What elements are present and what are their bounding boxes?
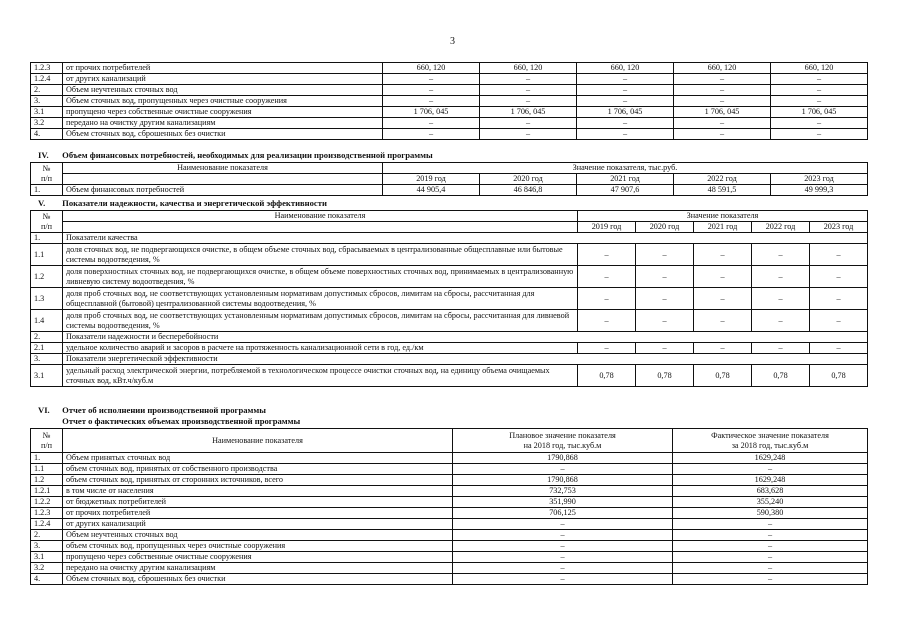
row-number: 4. — [31, 129, 63, 140]
row-value: – — [636, 343, 694, 354]
row-value: 48 591,5 — [674, 185, 771, 196]
row-value: – — [674, 118, 771, 129]
col-num-header — [31, 163, 63, 185]
table-row — [31, 63, 868, 74]
plan-value: – — [453, 530, 673, 541]
plan-value: – — [453, 541, 673, 552]
col-name-header: Наименование показателя — [63, 163, 383, 174]
row-name: доля проб сточных вод, не соответствующих установленным нормативам допустимых сбросов, лимитам на сбросы, рассчитанная для ливневой системы водоотведения, % — [63, 310, 578, 332]
row-value: 1 706, 045 — [383, 107, 480, 118]
row-value: – — [383, 74, 480, 85]
table-row — [31, 563, 868, 574]
table-row — [31, 530, 868, 541]
table-row — [31, 365, 868, 387]
row-value: 0,78 — [752, 365, 810, 387]
row-value: – — [810, 288, 868, 310]
row-value: – — [694, 244, 752, 266]
row-value: – — [752, 266, 810, 288]
row-number: 1.1 — [31, 464, 63, 475]
table-row — [31, 552, 868, 563]
row-value: – — [636, 288, 694, 310]
row-value: – — [577, 74, 674, 85]
table-row — [31, 574, 868, 585]
row-number: 2. — [31, 85, 63, 96]
section-5-heading — [38, 198, 327, 208]
row-value: – — [383, 118, 480, 129]
table-row — [31, 464, 868, 475]
row-value: 46 846,8 — [480, 185, 577, 196]
row-value: 47 907,6 — [577, 185, 674, 196]
table-row — [31, 85, 868, 96]
row-number: 1.3 — [31, 288, 63, 310]
row-number: 3.1 — [31, 365, 63, 387]
row-value: – — [480, 74, 577, 85]
row-value: – — [771, 118, 868, 129]
col-fact-header — [673, 429, 868, 453]
row-number: 3.2 — [31, 118, 63, 129]
row-value: 660, 120 — [480, 63, 577, 74]
row-number: 3.1 — [31, 552, 63, 563]
table-row — [31, 497, 868, 508]
row-value: – — [480, 96, 577, 107]
row-value: – — [674, 74, 771, 85]
row-number: 1.2.4 — [31, 519, 63, 530]
table-row — [31, 266, 868, 288]
row-number: 3. — [31, 354, 63, 365]
year-header: 2023 год — [771, 174, 868, 185]
row-value: 660, 120 — [674, 63, 771, 74]
row-name: от прочих потребителей — [63, 63, 383, 74]
col-num-header — [31, 211, 63, 233]
fact-value: – — [673, 574, 868, 585]
table-row — [31, 129, 868, 140]
row-value: – — [480, 129, 577, 140]
table-row — [31, 508, 868, 519]
row-value: – — [383, 96, 480, 107]
year-header: 2019 год — [578, 222, 636, 233]
plan-value: – — [453, 464, 673, 475]
fact-value: – — [673, 563, 868, 574]
row-value: – — [636, 310, 694, 332]
section-5-title: Показатели надежности, качества и энергетической эффективности — [62, 198, 327, 208]
row-value: 1 706, 045 — [577, 107, 674, 118]
row-number: 3. — [31, 541, 63, 552]
fact-header-line1: Фактическое значение показателя — [711, 430, 829, 440]
volumes-table-continued — [30, 62, 868, 140]
row-number: 3. — [31, 96, 63, 107]
row-number: 3.1 — [31, 107, 63, 118]
row-value: – — [578, 266, 636, 288]
row-name: Объем принятых сточных вод — [63, 453, 453, 464]
table-row — [31, 332, 868, 343]
section-6-title: Отчет об исполнении производственной программы — [62, 405, 266, 415]
col-value-header: Значение показателя, тыс.руб. — [383, 163, 868, 174]
row-value: – — [636, 244, 694, 266]
plan-value: – — [453, 574, 673, 585]
row-value: 44 905,4 — [383, 185, 480, 196]
fact-value: – — [673, 541, 868, 552]
row-number: 1.2 — [31, 266, 63, 288]
table-row — [31, 475, 868, 486]
row-value: – — [810, 244, 868, 266]
row-number: 1. — [31, 233, 63, 244]
row-value: 660, 120 — [383, 63, 480, 74]
row-value: 0,78 — [810, 365, 868, 387]
row-number: 1.2.3 — [31, 63, 63, 74]
row-name: удельный расход электрической энергии, потребляемой в технологическом процессе очистки сточных вод, на единицу объема очищаемых сточных вод, кВт.ч/куб.м — [63, 365, 578, 387]
fact-value: – — [673, 530, 868, 541]
col-num-header — [31, 429, 63, 453]
row-name: пропущено через собственные очистные сооружения — [63, 552, 453, 563]
table-row — [31, 107, 868, 118]
row-name: от других канализаций — [63, 519, 453, 530]
year-header: 2022 год — [752, 222, 810, 233]
plan-value: 1790,868 — [453, 453, 673, 464]
row-value: 49 999,3 — [771, 185, 868, 196]
row-value: – — [578, 310, 636, 332]
plan-value: 351,990 — [453, 497, 673, 508]
row-name: Показатели качества — [63, 233, 868, 244]
row-number: 3.2 — [31, 563, 63, 574]
table-row — [31, 519, 868, 530]
empty-cell — [63, 222, 578, 233]
table-row — [31, 343, 868, 354]
section-6-subheading — [38, 416, 300, 426]
row-number: 1.2.3 — [31, 508, 63, 519]
table-row — [31, 118, 868, 129]
plan-value: – — [453, 563, 673, 574]
row-number: 2.1 — [31, 343, 63, 354]
row-value: – — [752, 244, 810, 266]
row-number: 1.2 — [31, 475, 63, 486]
col-name-header: Наименование показателя — [63, 429, 453, 453]
report-table — [30, 428, 868, 585]
table-row — [31, 453, 868, 464]
section-5-number: V. — [38, 198, 46, 208]
fact-value: 683,628 — [673, 486, 868, 497]
num-bottom: п/п — [40, 173, 53, 183]
row-number: 1.1 — [31, 244, 63, 266]
row-value: 0,78 — [578, 365, 636, 387]
row-name: в том числе от населения — [63, 486, 453, 497]
row-value: 0,78 — [694, 365, 752, 387]
row-value: – — [752, 310, 810, 332]
row-value: – — [578, 244, 636, 266]
section-4-heading — [38, 150, 433, 160]
num-bottom: п/п — [40, 221, 53, 231]
row-name: доля поверхностных сточных вод, не подвергающихся очистке, в общем объеме поверхностных сточных вод, принимаемых в централизованную ливневую систему водоотведения, % — [63, 266, 578, 288]
row-value: – — [694, 288, 752, 310]
row-number: 2. — [31, 530, 63, 541]
col-plan-header — [453, 429, 673, 453]
year-header: 2023 год — [810, 222, 868, 233]
fact-value: – — [673, 464, 868, 475]
row-name: доля проб сточных вод, не соответствующих установленным нормативам допустимых сбросов, лимитам на сбросы, рассчитанная для общесплавной (бытовой) централизованной системы водоотведения, % — [63, 288, 578, 310]
plan-value: 732,753 — [453, 486, 673, 497]
row-value: – — [674, 85, 771, 96]
table-row — [31, 541, 868, 552]
plan-header-line2: на 2018 год, тыс.куб.м — [523, 440, 602, 450]
row-value: – — [771, 85, 868, 96]
row-value: – — [694, 343, 752, 354]
row-value: – — [383, 85, 480, 96]
row-name: от прочих потребителей — [63, 508, 453, 519]
row-value: – — [752, 343, 810, 354]
row-value: – — [771, 74, 868, 85]
page-number: 3 — [450, 36, 455, 47]
row-number: 4. — [31, 574, 63, 585]
row-value: 1 706, 045 — [480, 107, 577, 118]
num-bottom: п/п — [40, 440, 53, 450]
row-value: – — [578, 288, 636, 310]
year-header: 2021 год — [694, 222, 752, 233]
row-number: 1.2.4 — [31, 74, 63, 85]
fact-value: – — [673, 552, 868, 563]
row-value: – — [578, 343, 636, 354]
row-name: объем сточных вод, пропущенных через очистные сооружения — [63, 541, 453, 552]
plan-value: – — [453, 519, 673, 530]
plan-header-line1: Плановое значение показателя — [509, 430, 616, 440]
num-top: № — [42, 163, 51, 173]
year-header: 2020 год — [480, 174, 577, 185]
year-header: 2022 год — [674, 174, 771, 185]
row-value: – — [674, 129, 771, 140]
plan-value: – — [453, 552, 673, 563]
year-header: 2021 год — [577, 174, 674, 185]
section-6-number: VI. — [38, 405, 50, 415]
row-name: объем сточных вод, принятых от собственного производства — [63, 464, 453, 475]
empty-cell — [63, 174, 383, 185]
row-value: – — [577, 129, 674, 140]
row-value: 1 706, 045 — [674, 107, 771, 118]
col-value-header: Значение показателя — [578, 211, 868, 222]
row-value: – — [694, 266, 752, 288]
fact-value: 1629,248 — [673, 475, 868, 486]
row-value: – — [810, 266, 868, 288]
num-top: № — [42, 211, 51, 221]
table-row — [31, 74, 868, 85]
year-header: 2020 год — [636, 222, 694, 233]
section-6-heading — [38, 405, 266, 415]
fact-value: – — [673, 519, 868, 530]
row-name: Объем финансовых потребностей — [63, 185, 383, 196]
row-name: Показатели надежности и бесперебойности — [63, 332, 868, 343]
row-value: – — [577, 85, 674, 96]
row-name: Объем сточных вод, сброшенных без очистки — [63, 129, 383, 140]
row-name: Объем неучтенных сточных вод — [63, 85, 383, 96]
row-name: от бюджетных потребителей — [63, 497, 453, 508]
table-row — [31, 288, 868, 310]
row-value: – — [810, 310, 868, 332]
row-name: передано на очистку другим канализациям — [63, 563, 453, 574]
table-row — [31, 310, 868, 332]
section-4-title: Объем финансовых потребностей, необходимых для реализации производственной программы — [62, 150, 433, 160]
year-header: 2019 год — [383, 174, 480, 185]
row-value: – — [577, 96, 674, 107]
row-name: Показатели энергетической эффективности — [63, 354, 868, 365]
row-value: – — [752, 288, 810, 310]
table-row — [31, 185, 868, 196]
row-name: пропущено через собственные очистные сооружения — [63, 107, 383, 118]
fact-value: 590,380 — [673, 508, 868, 519]
section-6-subtitle: Отчет о фактических объемах производственной программы — [62, 416, 301, 426]
row-value: – — [383, 129, 480, 140]
row-name: Объем неучтенных сточных вод — [63, 530, 453, 541]
row-number: 1. — [31, 185, 63, 196]
fact-header-line2: за 2018 год, тыс.куб.м — [731, 440, 809, 450]
row-name: передано на очистку другим канализациям — [63, 118, 383, 129]
row-number: 1.4 — [31, 310, 63, 332]
row-value: – — [480, 118, 577, 129]
row-number: 1. — [31, 453, 63, 464]
table-row — [31, 486, 868, 497]
financial-needs-table — [30, 162, 868, 196]
row-value: 0,78 — [636, 365, 694, 387]
row-value: – — [577, 118, 674, 129]
row-number: 1.2.2 — [31, 497, 63, 508]
num-top: № — [42, 430, 51, 440]
fact-value: 355,240 — [673, 497, 868, 508]
row-value: 660, 120 — [771, 63, 868, 74]
row-value: 1 706, 045 — [771, 107, 868, 118]
row-number: 1.2.1 — [31, 486, 63, 497]
table-row — [31, 354, 868, 365]
row-name: Объем сточных вод, сброшенных без очистки — [63, 574, 453, 585]
row-value: – — [480, 85, 577, 96]
row-name: удельное количество аварий и засоров в расчете на протяженность канализационной сети в год, ед./км — [63, 343, 578, 354]
row-value: – — [771, 129, 868, 140]
table-row — [31, 96, 868, 107]
row-value: – — [810, 343, 868, 354]
table-row — [31, 233, 868, 244]
plan-value: 706,125 — [453, 508, 673, 519]
section-4-number: IV. — [38, 150, 49, 160]
row-value: – — [674, 96, 771, 107]
row-name: объем сточных вод, принятых от сторонних источников, всего — [63, 475, 453, 486]
row-value: – — [694, 310, 752, 332]
row-number: 2. — [31, 332, 63, 343]
table-row — [31, 244, 868, 266]
row-value: – — [771, 96, 868, 107]
row-name: от других канализаций — [63, 74, 383, 85]
row-name: Объем сточных вод, пропущенных через очистные сооружения — [63, 96, 383, 107]
row-value: – — [636, 266, 694, 288]
reliability-table — [30, 210, 868, 387]
row-name: доля сточных вод, не подвергающихся очистке, в общем объеме сточных вод, сбрасываемых в централизованные общесплавные или бытовые системы водоотведения, % — [63, 244, 578, 266]
plan-value: 1790,868 — [453, 475, 673, 486]
col-name-header: Наименование показателя — [63, 211, 578, 222]
fact-value: 1629,248 — [673, 453, 868, 464]
row-value: 660, 120 — [577, 63, 674, 74]
